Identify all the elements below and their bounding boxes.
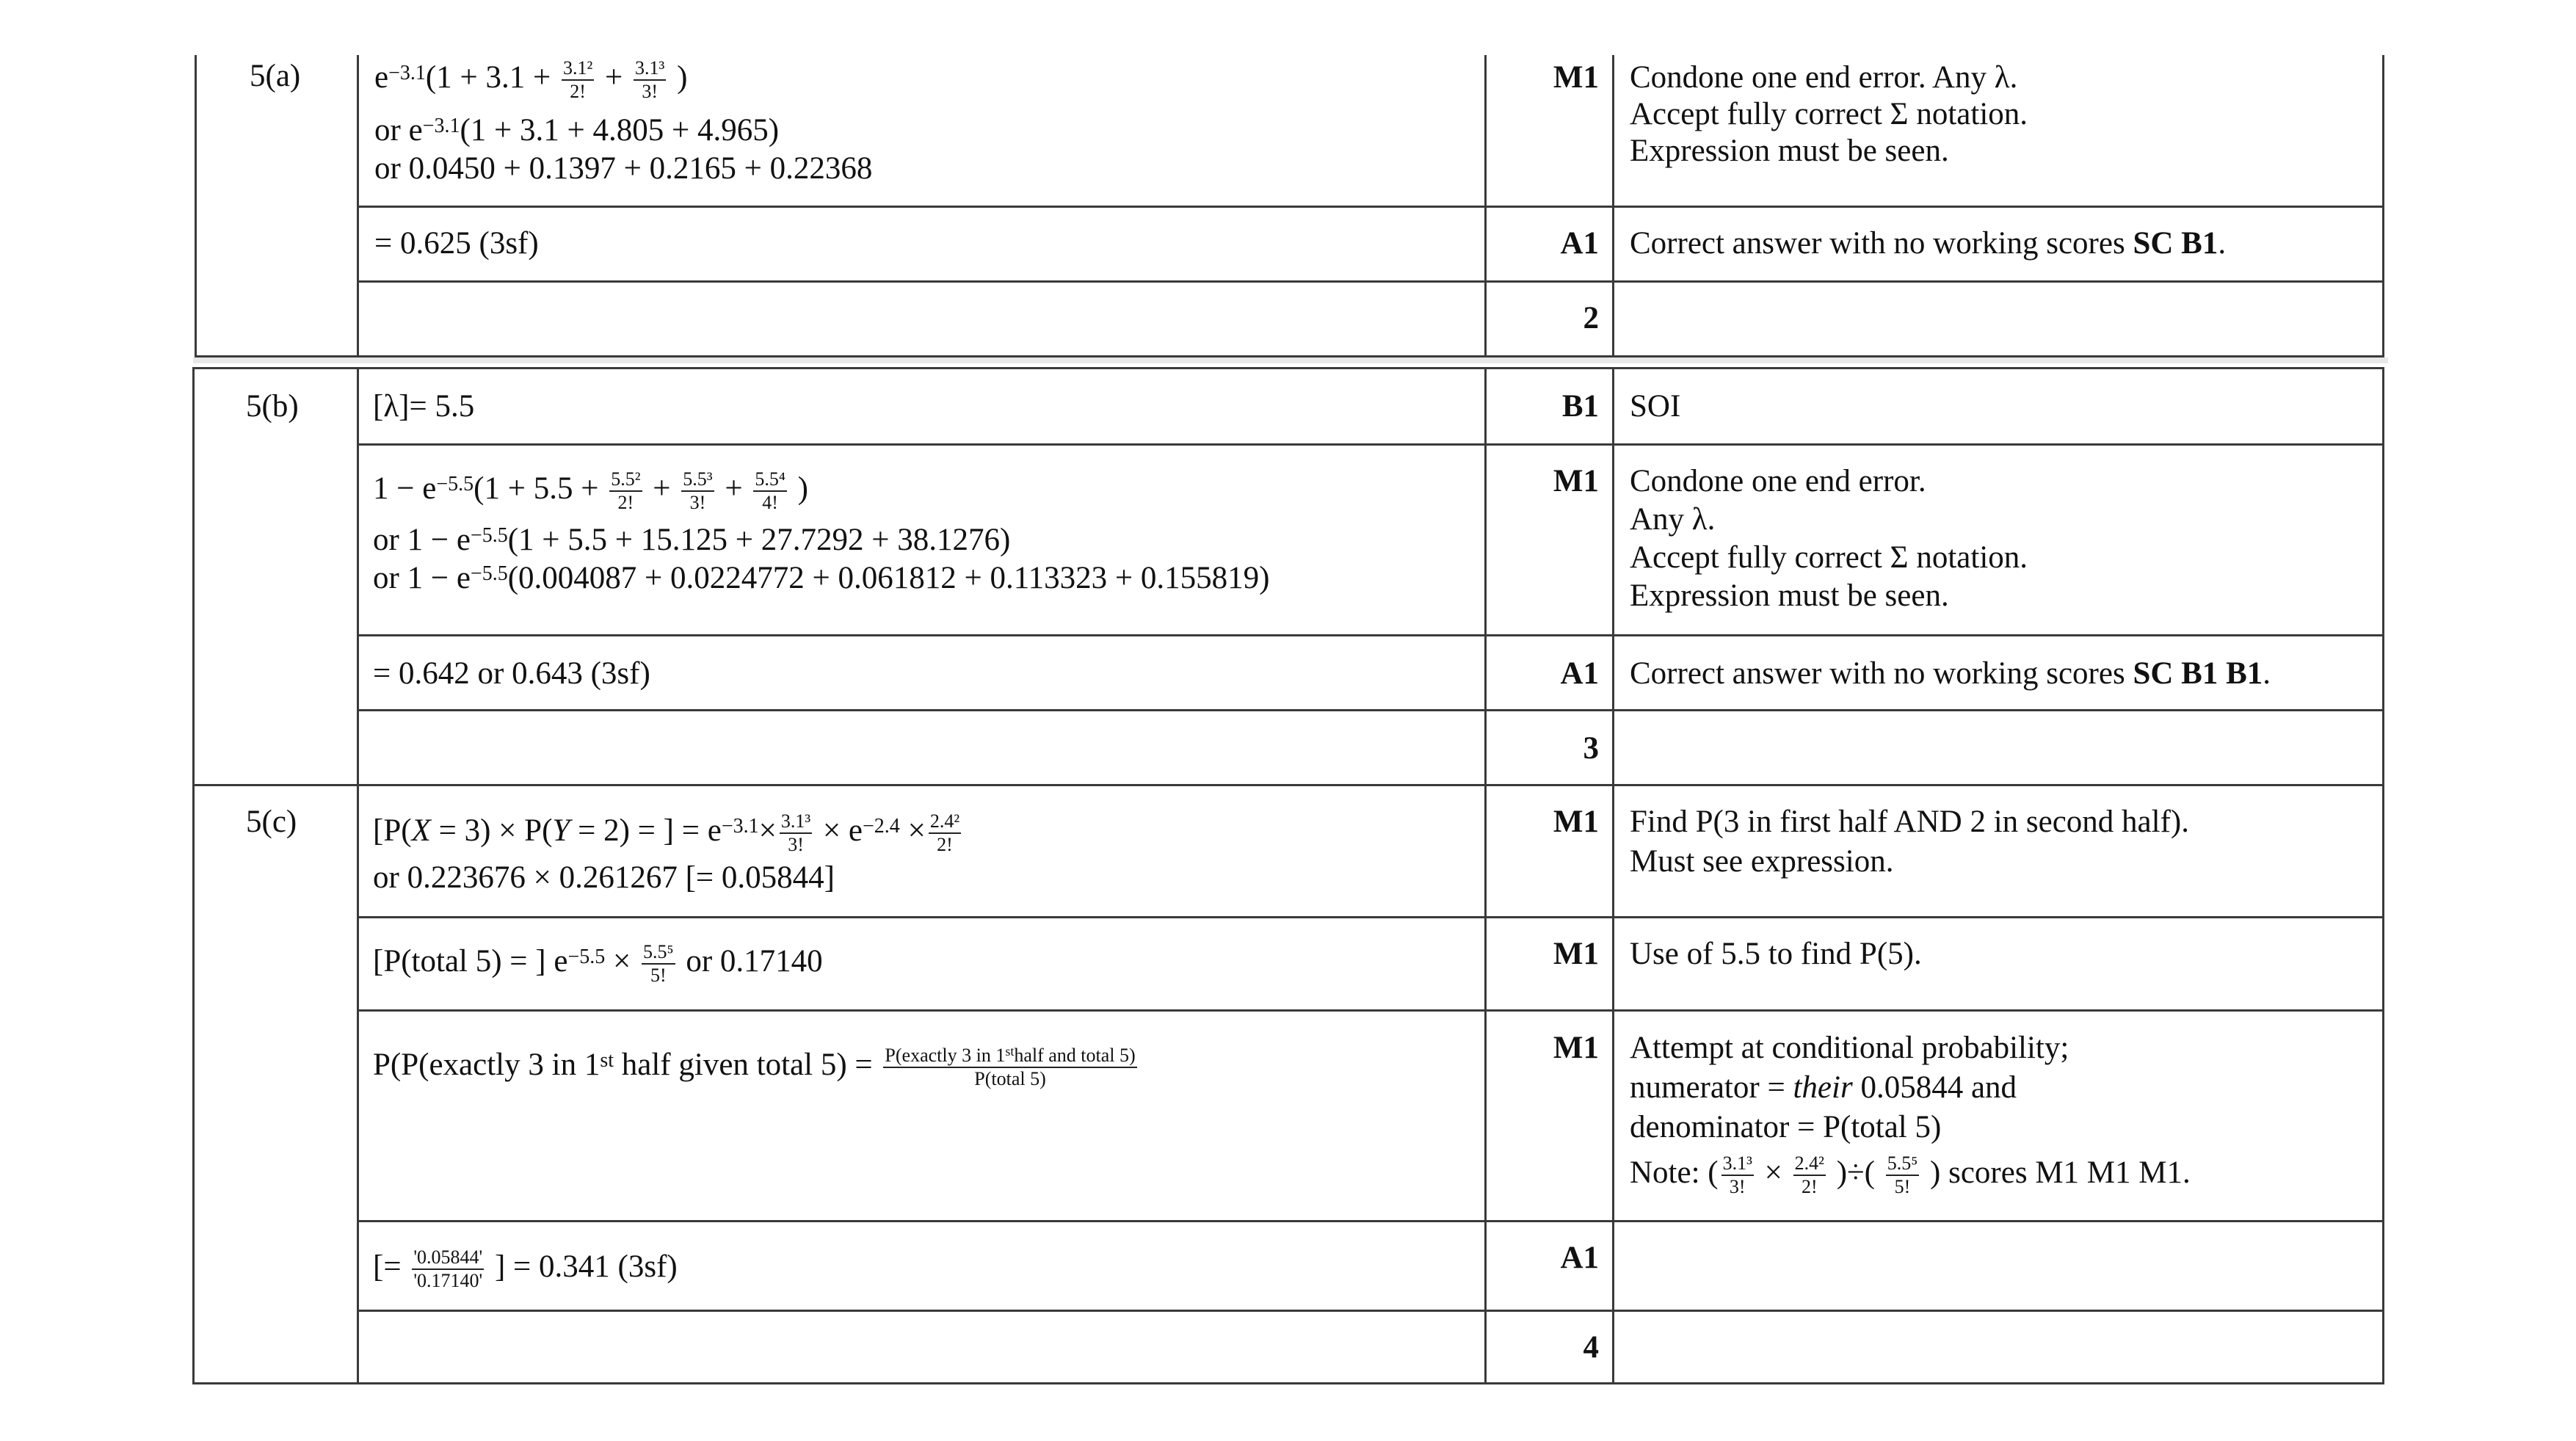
- mark-code: M1: [1553, 464, 1599, 498]
- guidance-line: Correct answer with no working scores SC B1.: [1630, 226, 2227, 261]
- answer-expression-line3: or 0.0450 + 0.1397 + 0.2165 + 0.22368: [374, 151, 873, 186]
- row-divider: [192, 1382, 2384, 1384]
- fraction: $\frac{\text{2.4²}}{2!}$: [929, 810, 960, 856]
- row-divider: [357, 916, 2384, 918]
- row-divider: [357, 1009, 2384, 1012]
- guidance-note: Note: ( $\frac{\text{3.1³}}{3!}$ × $\frac{\text{2.4²}}{2!}$ )÷( $\frac{\text{5.5⁵}}{5!}$ ) scores M1 M1 M1.: [1630, 1153, 2191, 1198]
- fraction: $\frac{\text{3.1³}}{3!}$: [780, 810, 811, 856]
- answer-expression: P(P(exactly 3 in 1st half given total 5) = $\frac{P(exactly 3 in 1^{st}half and total 5)}{\text{P(total 5)}}$: [373, 1044, 1136, 1090]
- fraction: $\frac{\text{3.1³}}{3!}$: [1722, 1153, 1752, 1198]
- fraction: $\frac{\text{5.5⁵}}{5!}$: [643, 941, 674, 987]
- guidance-line: Condone one end error. Any λ.: [1630, 60, 2018, 95]
- row-divider: [357, 709, 2384, 711]
- guidance-line: Expression must be seen.: [1630, 578, 1949, 613]
- table-border: [1484, 367, 1487, 1384]
- answer-value: = 0.642 or 0.643 (3sf): [373, 656, 650, 691]
- answer-value: = 0.625 (3sf): [374, 226, 539, 261]
- row-divider: [357, 280, 2384, 283]
- answer-value: [λ]= 5.5: [373, 389, 475, 424]
- row-divider: [357, 1220, 2384, 1222]
- total-marks: 3: [1583, 731, 1599, 766]
- guidance-line: Use of 5.5 to find P(5).: [1630, 937, 1922, 971]
- table-border: [195, 55, 197, 360]
- question-number: 5(b): [246, 389, 299, 424]
- fraction: $\frac{\text{5.5³}}{3!}$: [683, 468, 713, 514]
- fraction: $\frac{\text{3.1³}}{3!}$: [635, 57, 665, 103]
- fraction: $\frac{'0.05844'}{'0.17140'}$: [413, 1246, 483, 1292]
- mark-code: A1: [1560, 656, 1599, 691]
- answer-expression: [P(total 5) = ] $e^{-5.5}$ × $\frac{\text{5.5⁵}}{5!}$ or 0.17140: [373, 941, 823, 987]
- guidance-line: Must see expression.: [1630, 844, 1894, 879]
- guidance-line: Condone one end error.: [1630, 464, 1926, 498]
- guidance-line: Correct answer with no working scores SC B1 B1.: [1630, 656, 2271, 691]
- guidance-line: Expression must be seen.: [1630, 134, 1949, 168]
- row-divider: [192, 784, 2384, 786]
- total-marks: 4: [1583, 1330, 1599, 1365]
- table-border: [192, 367, 195, 1384]
- mark-code: A1: [1560, 1241, 1599, 1275]
- guidance-line: Find P(3 in first half AND 2 in second half).: [1630, 805, 2189, 839]
- guidance-line: denominator = P(total 5): [1630, 1110, 1942, 1144]
- fraction: $\frac{\text{5.5²}}{2!}$: [611, 468, 641, 514]
- answer-expression-line2: or $1 - e^{-5.5}(1 + 5.5 + 15.125 + 27.7292 + 38.1276)$: [373, 523, 1011, 557]
- table-border: [2382, 367, 2384, 1384]
- mark-code: M1: [1553, 1031, 1599, 1065]
- answer-expression-line2: or 0.223676 × 0.261267 [= 0.05844]: [373, 860, 835, 895]
- fraction: $\frac{\text{5.5⁴}}{4!}$: [755, 468, 786, 514]
- guidance-line: Accept fully correct Σ notation.: [1630, 97, 2028, 131]
- guidance-line: Attempt at conditional probability;: [1630, 1031, 2069, 1065]
- row-divider: [357, 443, 2384, 446]
- question-number: 5(c): [246, 805, 297, 839]
- guidance-line: SOI: [1630, 389, 1681, 424]
- total-marks: 2: [1583, 301, 1599, 335]
- answer-expression-line2: or $e^{-3.1}(1 + 3.1 + 4.805 + 4.965)$: [374, 113, 780, 148]
- guidance-line: numerator = their 0.05844 and: [1630, 1070, 2017, 1105]
- fraction: $\frac{\text{2.4²}}{2!}$: [1794, 1153, 1824, 1198]
- answer-value: [= $\frac{'0.05844'}{'0.17140'}$ ] = 0.341 (3sf): [373, 1246, 678, 1292]
- mark-code: M1: [1553, 805, 1599, 839]
- mark-code: M1: [1553, 60, 1599, 95]
- fraction: $\frac{P(exactly 3 in 1^{st}half and total 5)}{\text{P(total 5)}}$: [885, 1044, 1136, 1090]
- row-divider: [357, 206, 2384, 208]
- fraction: $\frac{\text{3.1²}}{2!}$: [562, 57, 593, 103]
- table-border: [1612, 367, 1614, 1384]
- guidance-line: Accept fully correct Σ notation.: [1630, 540, 2028, 575]
- fraction: $\frac{\text{5.5⁵}}{5!}$: [1887, 1153, 1918, 1198]
- answer-expression: [P(X = 3) × P(Y = 2) = ] = $e^{-3.1}\times$ $\frac{\text{3.1³}}{3!}$ × $e^{-2.4}$ × $\frac{\text{2.4²}}{2!}$: [373, 810, 960, 856]
- row-divider: [357, 1310, 2384, 1312]
- table-border: [357, 367, 359, 1384]
- guidance-line: Any λ.: [1630, 502, 1716, 537]
- question-number: 5(a): [250, 59, 301, 93]
- answer-expression: $e^{-3.1}(1 + 3.1$ + $\frac{\text{3.1²}}{2!}$ + $\frac{\text{3.1³}}{3!}$ ): [374, 57, 688, 103]
- answer-expression: $1 - e^{-5.5}(1 + 5.5$ + $\frac{\text{5.5²}}{2!}$ + $\frac{\text{5.5³}}{3!}$ + $\frac{\text{5.5⁴}}{4!}$ ): [373, 468, 808, 514]
- answer-expression-line3: or $1 - e^{-5.5}(0.004087 + 0.0224772 + 0.061812 + 0.113323 + 0.155819)$: [373, 561, 1270, 595]
- mark-code: B1: [1561, 389, 1599, 424]
- section-separator: [193, 357, 2388, 363]
- row-divider: [192, 367, 2384, 369]
- mark-code: M1: [1553, 937, 1599, 971]
- mark-code: A1: [1560, 226, 1599, 261]
- row-divider: [357, 634, 2384, 636]
